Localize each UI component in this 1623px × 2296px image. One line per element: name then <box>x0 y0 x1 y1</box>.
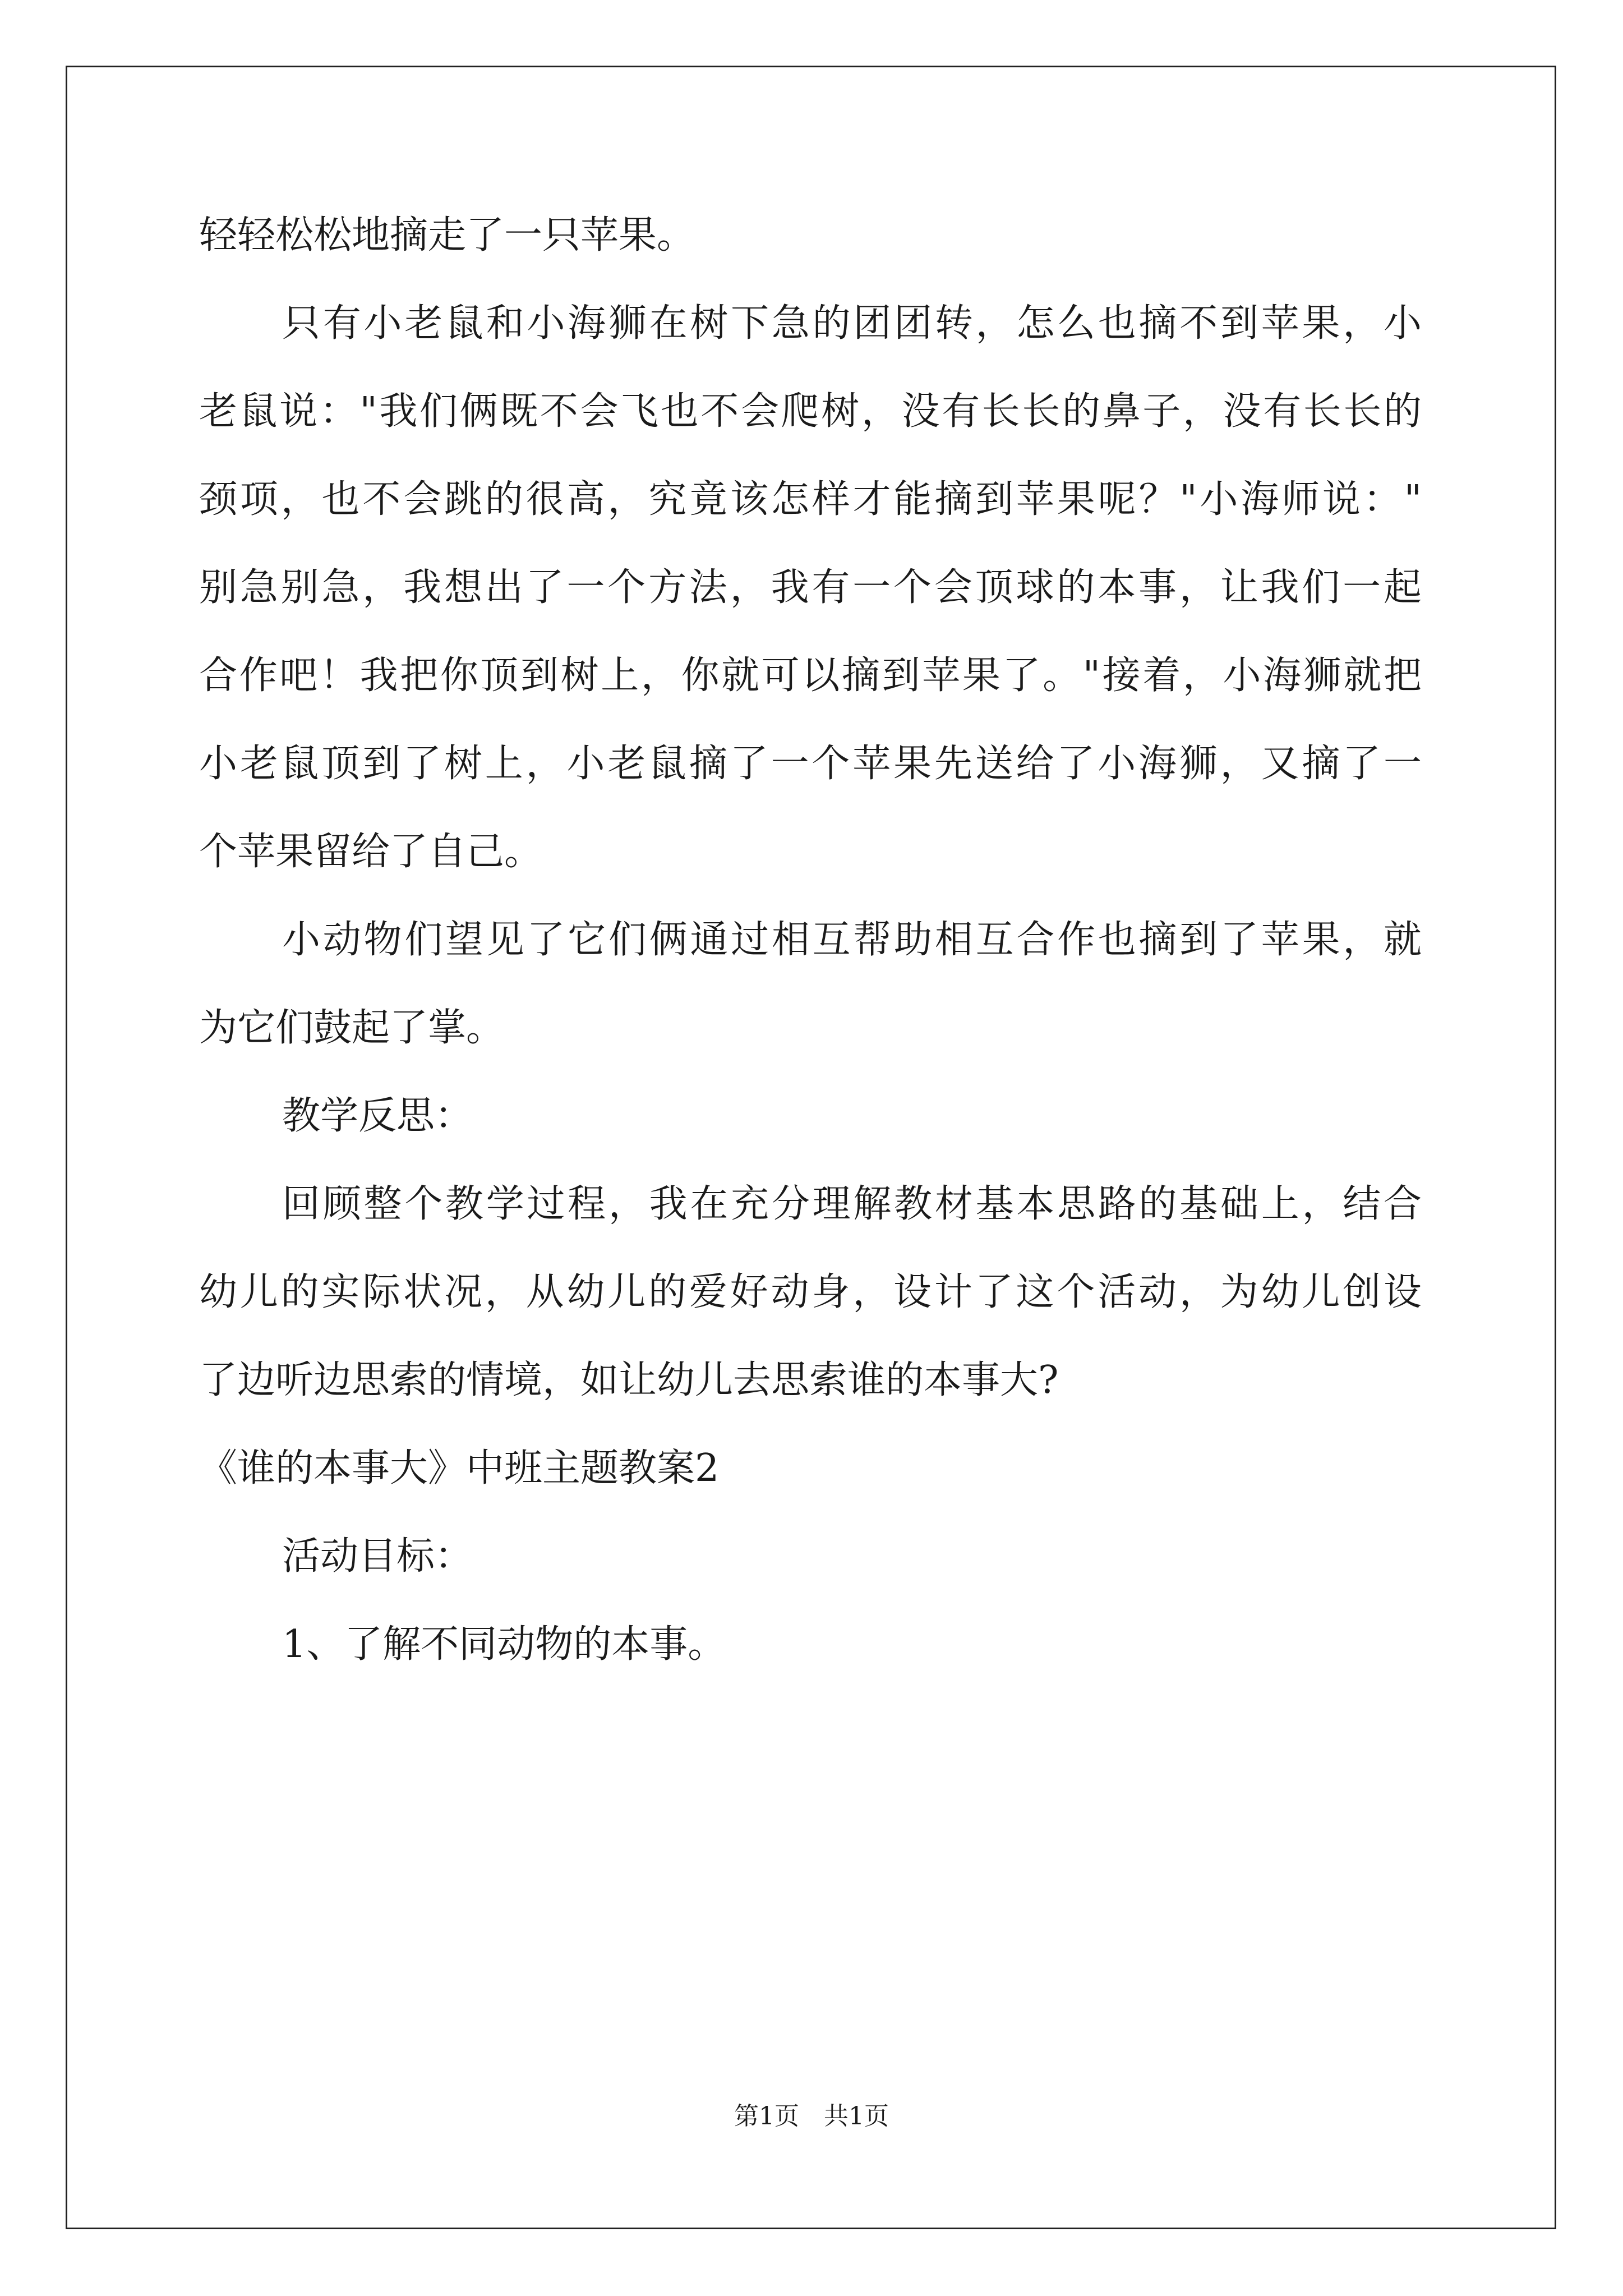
section-heading-goals: 活动目标： <box>282 1534 473 1579</box>
page-footer: 第1页 共1页 <box>734 2102 889 2131</box>
goal-item-1: 1、了解不同动物的本事。 <box>282 1622 726 1667</box>
text-line-8: 个苹果留给了自己。 <box>199 830 543 874</box>
section-heading-reflection: 教学反思： <box>282 1094 473 1138</box>
text-line-10: 为它们鼓起了掌。 <box>199 1006 505 1050</box>
text-line-14: 了边听边思索的情境，如让幼儿去思索谁的本事大? <box>199 1358 1059 1402</box>
text-line-1: 轻轻松松地摘走了一只苹果。 <box>199 213 695 257</box>
text-line-13: 幼儿的实际状况，从幼儿的爱好动身，设计了这个活动，为幼儿创设 <box>199 1270 1422 1314</box>
text-line-5: 别急别急，我想出了一个方法，我有一个会顶球的本事，让我们一起 <box>199 565 1422 610</box>
text-line-12: 回顾整个教学过程，我在充分理解教材基本思路的基础上，结合 <box>282 1182 1422 1226</box>
text-line-9: 小动物们望见了它们俩通过相互帮助相互合作也摘到了苹果，就 <box>282 918 1422 962</box>
text-line-7: 小老鼠顶到了树上，小老鼠摘了一个苹果先送给了小海狮，又摘了一 <box>199 742 1422 786</box>
document-title-2: 《谁的本事大》中班主题教案2 <box>199 1446 720 1490</box>
text-line-6: 合作吧！我把你顶到树上，你就可以摘到苹果了。"接着，小海狮就把 <box>199 654 1422 698</box>
text-line-4: 颈项，也不会跳的很高，究竟该怎样才能摘到苹果呢？"小海师说：" <box>199 477 1422 522</box>
text-line-3: 老鼠说："我们俩既不会飞也不会爬树，没有长长的鼻子，没有长长的 <box>199 389 1422 434</box>
text-line-2: 只有小老鼠和小海狮在树下急的团团转，怎么也摘不到苹果，小 <box>282 301 1422 346</box>
